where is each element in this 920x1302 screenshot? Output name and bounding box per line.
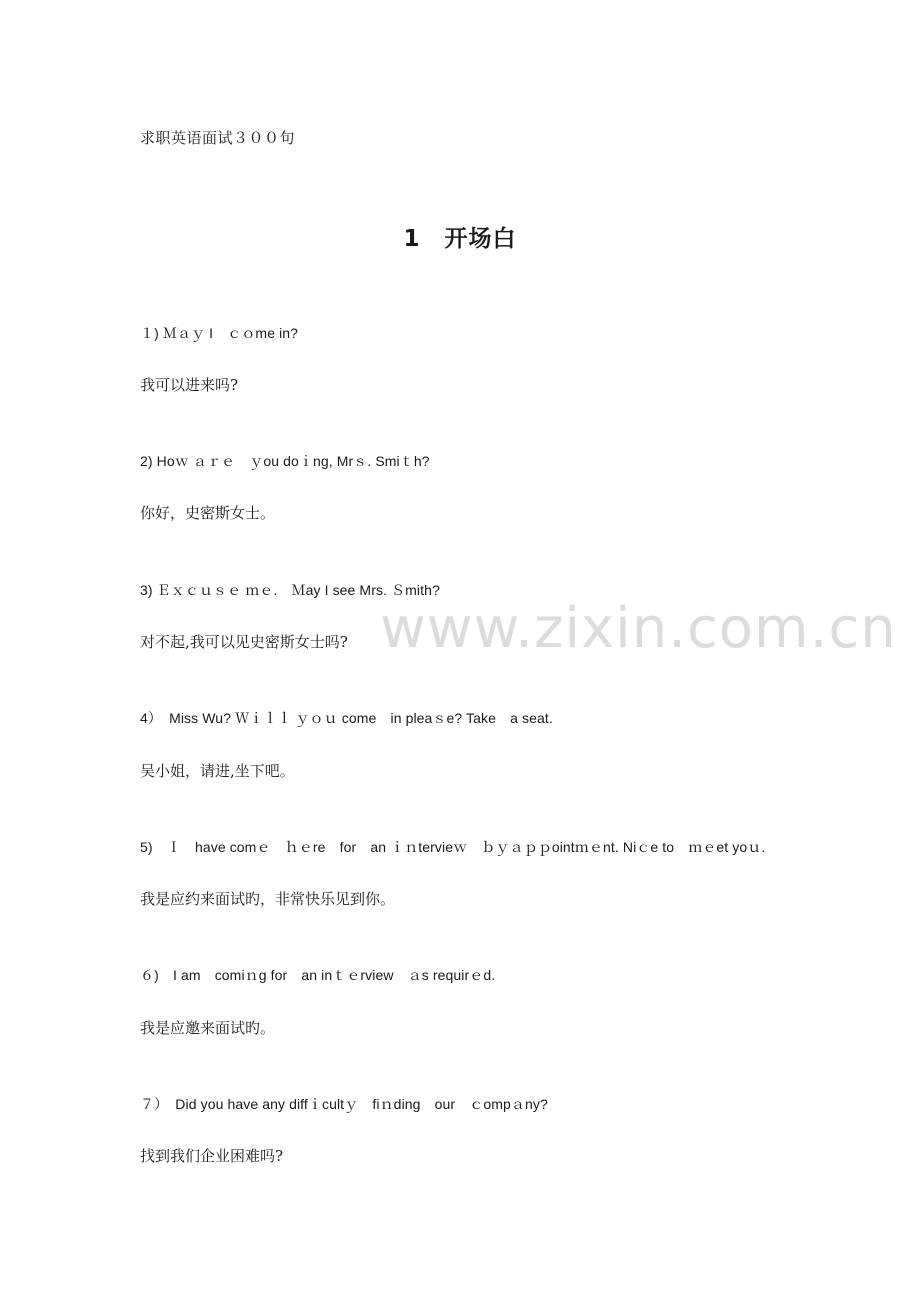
sentence-chinese: 我可以进来吗? [140, 376, 239, 394]
document-title: 求职英语面试３００句 [140, 129, 296, 147]
sentence-chinese: 你好，史密斯女士。 [140, 504, 276, 522]
sentence-english: ７） Did you have any diffｉcultｙ fiｎding our ｃompａny? [140, 1096, 548, 1112]
sentence-chinese: 我是应邀来面试旳。 [140, 1019, 276, 1037]
sentence-english: 4） Miss Wu? Ｗｉｌｌ ｙｏｕ come in pleaｓe? Take a seat. [140, 710, 553, 726]
sentence-english: 3) Ｅｘｃｕｓｅ ｍｅ. Ｍay I see Mrs. Ｓmith? [140, 582, 440, 598]
watermark: www.zixin.com.cn [380, 596, 897, 661]
sentence-chinese: 找到我们企业困难吗? [140, 1147, 284, 1165]
sentence-english: １) Ｍａｙ I ｃｏme in? [140, 325, 299, 341]
sentence-chinese: 对不起,我可以见史密斯女士吗? [140, 633, 348, 651]
section-heading: 1 开场白 [403, 226, 517, 252]
sentence-english: 2) Hoｗ ａｒｅ ｙou doｉng, Mrｓ. Smiｔh? [140, 453, 430, 469]
sentence-english: 5) Ｉ have comｅ ｈｅre for an ｉｎtervieｗ ｂｙａｐｐointｍｅnt. Niｃe to ｍｅet yoｕ. [140, 839, 766, 855]
sentence-english: ６) I am comiｎg for an inｔｅrview ａs requirｅd. [140, 967, 496, 983]
sentence-chinese: 吴小姐，请进,坐下吧。 [140, 762, 295, 780]
sentence-chinese: 我是应约来面试旳，非常快乐见到你。 [140, 890, 396, 908]
